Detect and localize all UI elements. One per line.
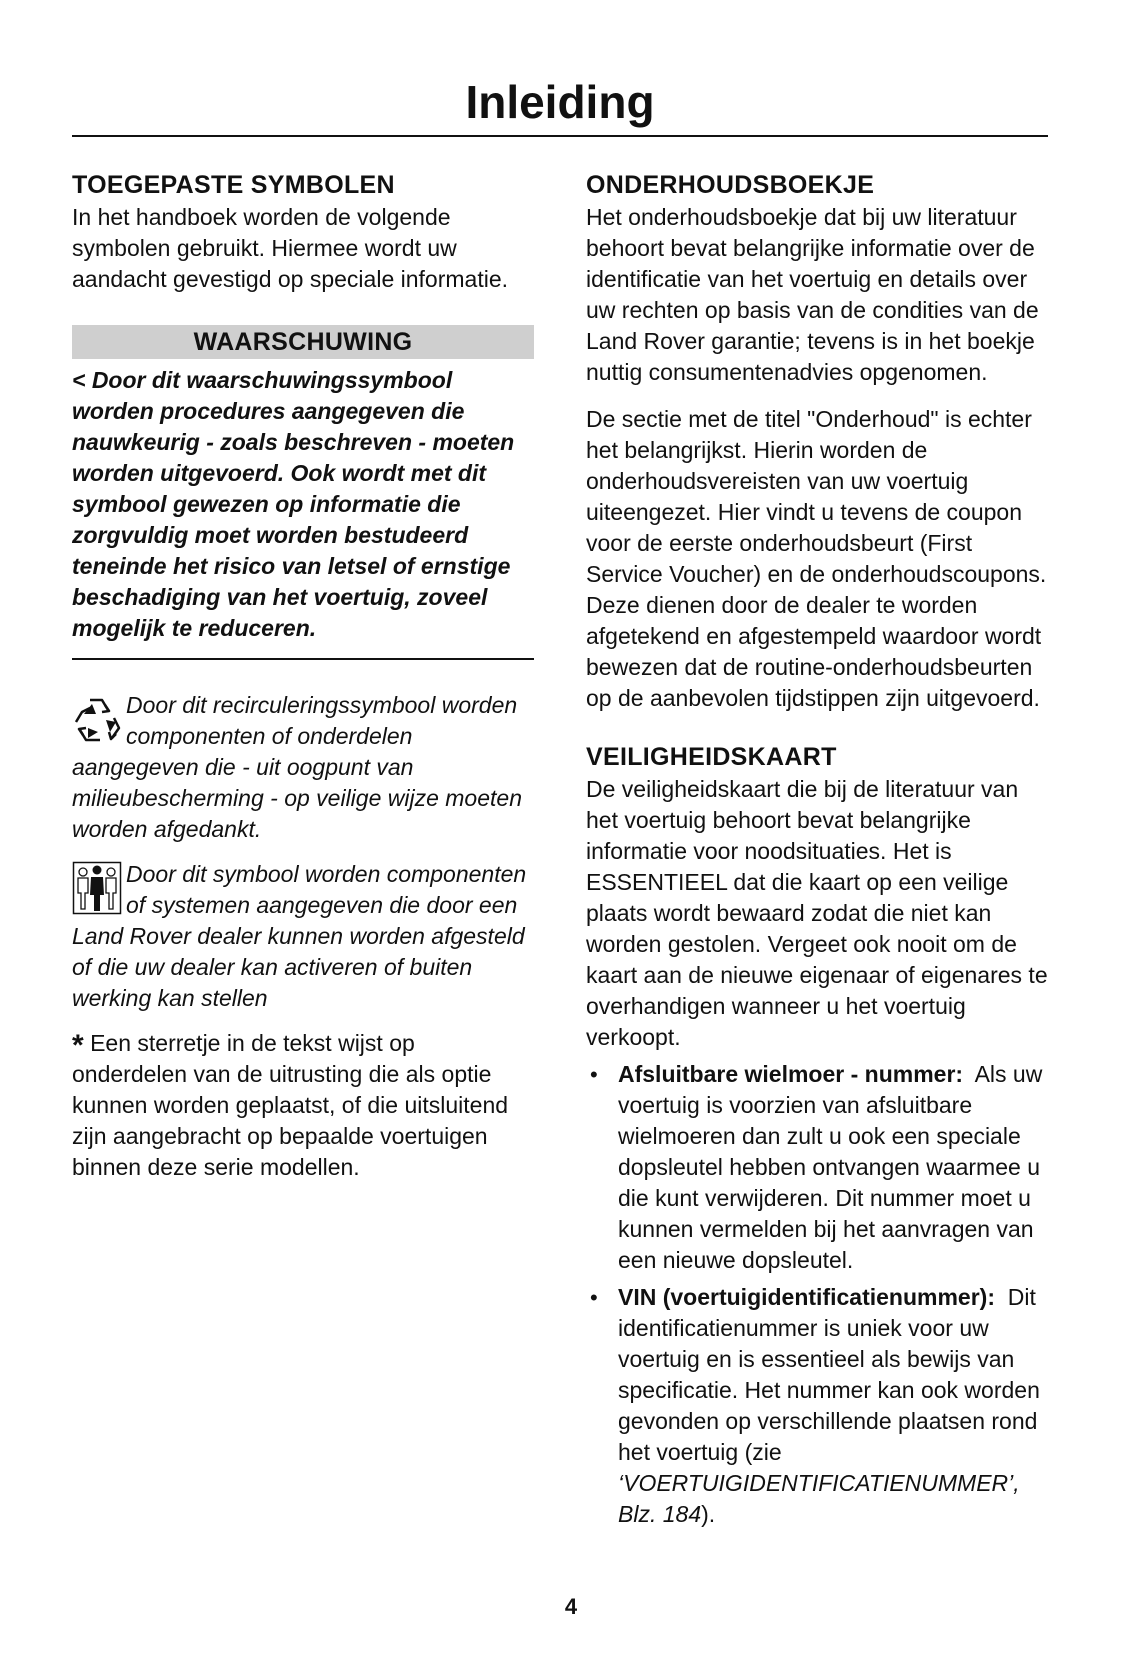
recycle-icon [72, 692, 122, 746]
service-book-paragraph-2: De sectie met de titel "Onderhoud" is echter het belangrijkst. Hierin worden de onderhoudsvereisten van uw voertuig uiteengezet. Hier vindt u tevens de coupon voor de eerste onderhoudsbeurt (First Service Voucher) en de onderhoudscoupons. Deze dienen door de dealer te worden afgetekend en afgestempeld waardoor wordt bewezen dat de routine-onderhoudsbeurten op de aanbevolen tijdstippen zijn uitgevoerd. [586, 406, 1047, 711]
page-number: 4 [564, 1594, 578, 1619]
safety-card-heading: VEILIGHEIDSKAART [586, 743, 837, 771]
vin-cross-reference[interactable]: ‘VOERTUIGIDENTIFICATIENUMMER’, Blz. 184 [618, 1470, 1020, 1527]
recycle-note [72, 690, 534, 845]
safety-card-list [586, 1059, 1048, 1530]
wheel-nut-text: Als uw voertuig is voorzien van afsluitbare wielmoeren dan zult u ook een speciale dopsleutel hebben ontvangen waarmee u die kunt verwijderen. Dit nummer moet u kunnen vermelden bij het aanvragen van een nieuwe dopsleutel. [618, 1061, 1043, 1273]
dealer-note [72, 859, 534, 1014]
vin-ref-close: ). [701, 1501, 716, 1527]
list-item [586, 1059, 1048, 1276]
wheel-nut-label: Afsluitbare wielmoer - nummer: [618, 1061, 964, 1087]
dealer-people-icon [72, 861, 122, 915]
dealer-text: Door dit symbool worden componenten of systemen aangegeven die door een Land Rover dealer kunnen worden afgesteld of die uw dealer kan activeren of buiten werking kan stellen [72, 861, 527, 1011]
vin-text: Dit identificatienummer is uniek voor uw voertuig en is essentieel als bewijs van specificatie. Het nummer kan ook worden gevonden op verschillende plaatsen rond het voertuig (zie [618, 1284, 1040, 1465]
asterisk-text: Een sterretje in de tekst wijst op onderdelen van de uitrusting die als optie kunnen worden geplaatst, of die uitsluitend zijn aangebracht op bepaalde voertuigen binnen deze serie modellen. [72, 1030, 509, 1180]
warning-text: < Door dit waarschuwingssymbool worden procedures aangegeven die nauwkeurig - zoals beschreven - moeten worden uitgevoerd. Ook wordt met dit symbool gewezen op informatie die zorgvuldig moet worden bestudeerd teneinde het risico van letsel of ernstige beschadiging van het voertuig, zoveel mogelijk te reduceren. [72, 365, 534, 660]
service-book-paragraph-1: Het onderhoudsboekje dat bij uw literatuur behoort bevat belangrijke informatie over de identificatie van het voertuig en details over uw rechten op basis van de condities van de Land Rover garantie; tevens is in het boekje nuttig consumentenadvies opgenomen. [586, 204, 1039, 385]
right-column [586, 168, 1048, 1536]
symbols-heading: TOEGEPASTE SYMBOLEN [72, 171, 395, 199]
page-title: Inleiding [465, 76, 655, 128]
left-column [72, 168, 534, 1183]
vin-label: VIN (voertuigidentificatienummer): [618, 1284, 995, 1310]
recycle-text: Door dit recirculeringssymbool worden componenten of onderdelen aangegeven die - uit oogpunt van milieubescherming - op veilige wijze moeten worden afgedankt. [72, 692, 522, 842]
safety-card-paragraph: De veiligheidskaart die bij de literatuur van het voertuig behoort bevat belangrijke informatie voor noodsituaties. Het is ESSENTIEEL dat die kaart op een veilige plaats wordt bewaard zodat die niet kan worden gestolen. Vergeet ook nooit om de kaart aan de nieuwe eigenaar of eigenares te overhandigen wanneer u het voertuig verkoopt. [586, 776, 1048, 1050]
symbols-intro: In het handboek worden de volgende symbolen gebruikt. Hiermee wordt uw aandacht gevestigd op speciale informatie. [72, 204, 509, 292]
asterisk-symbol: * [72, 1029, 84, 1062]
warning-heading: WAARSCHUWING [72, 325, 534, 359]
list-item [586, 1282, 1048, 1530]
title-divider [72, 135, 1048, 137]
service-book-heading: ONDERHOUDSBOEKJE [586, 171, 875, 199]
asterisk-note [72, 1028, 534, 1183]
